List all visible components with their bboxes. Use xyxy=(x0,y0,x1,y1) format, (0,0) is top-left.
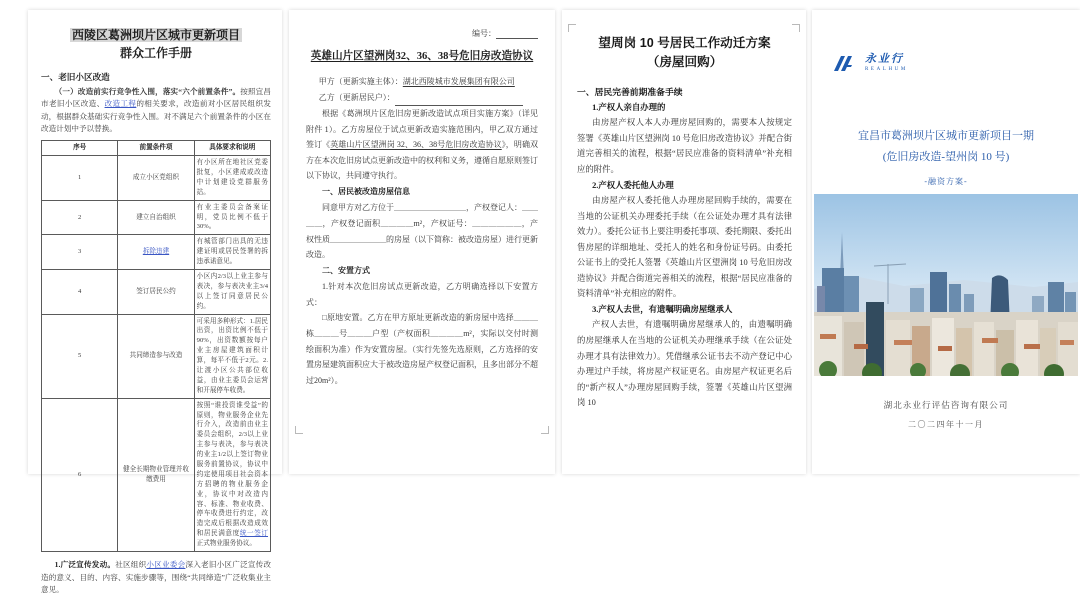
plan-sub3-body: 产权人去世，有遗嘱明确房屋继承人的，由遗嘱明确的房屋继承人在当地的公证机关办理继承手续（在公证处办理才具有法律效力）。凭借继承公证书去不动产登记中心办理过户手续，将房屋产权证更名。由房屋产权证更名后的“新产权人”办理房屋回购手续，签署《英雄山片区望洲岗 10 xyxy=(577,320,792,408)
party-a-line xyxy=(306,74,538,90)
manual-section-heading: 一、老旧小区改造 xyxy=(41,72,110,82)
plan-sub1-body: 由房屋产权人本人办理房屋回购的，需要本人按规定签署《英雄山片区望洲岗 10 号危旧房改造协议》并配合街道完善相关的流程，根据“居民应准备的资料清单”补充相应的附件。 xyxy=(577,118,792,174)
table-header-row xyxy=(42,141,271,156)
manual-intro-bold: （一）改造前实行竞争性入围，落实“六个前置条件”。 xyxy=(54,87,241,96)
party-a-value: 湖北西陵城市发展集团有限公司 xyxy=(402,77,515,86)
party-b-blank xyxy=(395,97,523,106)
row1-item: 成立小区党组织 xyxy=(118,156,194,201)
plan-sub3-heading: 3.产权人去世，有遗嘱明确房屋继承人 xyxy=(592,304,733,314)
manual-title-line2: 群众工作手册 xyxy=(119,46,192,60)
resettlement-option-paragraph: □原地安置。乙方在甲方原址更新改造的新房屋中选择＿＿＿栋＿＿＿号＿＿＿户型（产权面积＿＿＿＿m²，实际以交付时测绘面积为准）作为安置房屋。（实行先签先选原则，乙方选择的安置房屋建筑面积应大于被改造房屋产权登记面积，且多出部分不超过20m²）。 xyxy=(306,313,538,385)
plan-sub2-heading: 2.产权人委托他人办理 xyxy=(592,180,674,190)
plan-sub1-heading: 1.产权人亲自办理的 xyxy=(592,102,666,112)
cover-title-line1: 宜昌市葛洲坝片区城市更新项目一期 xyxy=(858,130,1034,142)
house-info-paragraph: 同意甲方对乙方位于＿＿＿＿＿＿＿＿＿，产权登记人：＿＿＿＿，产权登记面积＿＿＿＿m²，产权证号：＿＿＿＿＿＿，产权性质＿＿＿＿＿＿＿的房屋（以下简称：被改造房屋）进行更新改造。 xyxy=(306,203,538,260)
plan-title-line1: 望周岗 10 号居民工作动迁方案 xyxy=(598,36,771,50)
renovation-project-link[interactable]: 改造工程 xyxy=(104,99,137,109)
row6-desc-pre: 按照“谁投资谁受益”的原则，物业服务企业先行介入，改造前由业主委员会组织，2/3以上业主参与表决，参与表决的业主1/2以上签订物业服务前置协议，协议中约定使用项目社会资本方招聘的物业服务企业，协议中对改造内容、标准、物业收费、停车收费进行约定，改造完成后根据改造成效和居民满意度 xyxy=(196,401,268,538)
table-row xyxy=(42,156,271,201)
row1-seq: 1 xyxy=(42,156,118,201)
logo-text-block xyxy=(865,54,908,72)
row5-desc: 可采用多种形式：1.居民出资，出资比例不低于90%，出资数额按每户业主房屋建筑面积计算，每平不低于2元。2.让渡小区公共部位收益，由业主委员会运营和开展停车收费。 xyxy=(194,314,270,398)
row6-desc xyxy=(194,398,270,551)
row3-seq: 3 xyxy=(42,235,118,270)
col-header-item: 前置条件项 xyxy=(118,141,194,156)
preamble-post: 》，明确双方在本次危旧房试点更新改造中的权利和义务，遵循自愿原则签订以下协议，共同遵守执行。 xyxy=(306,140,539,181)
manual-footer-bold: 1.广泛宣传发动。 xyxy=(54,560,116,570)
manual-footer-paragraph xyxy=(41,559,271,597)
table-row xyxy=(42,398,271,551)
cover-title-line2: (危旧房改造-望州岗 10 号) xyxy=(882,151,1010,164)
row6-seq: 6 xyxy=(42,398,118,551)
table-row xyxy=(42,269,271,314)
manual-title-line1: 西陵区葛洲坝片区城市更新项目 xyxy=(71,28,240,42)
table-row xyxy=(42,314,271,398)
resettlement-choice-intro: 1.针对本次危旧房试点更新改造，乙方明确选择以下安置方式： xyxy=(306,282,538,307)
agreement-heading-1: 一、居民被改造房屋信息 xyxy=(322,186,410,196)
cover-title xyxy=(812,126,1080,169)
page-renovation-agreement xyxy=(289,10,555,474)
page-financing-cover xyxy=(812,10,1080,474)
col-header-desc: 具体要求和说明 xyxy=(194,141,270,156)
cover-company-name: 湖北永业行评估咨询有限公司 xyxy=(883,400,1009,410)
row5-seq: 5 xyxy=(42,314,118,398)
row2-seq: 2 xyxy=(42,200,118,235)
plan-sub2-body: 由房屋产权人委托他人办理房屋回购手续的，需要在当地的公证机关办理委托手续（在公证处办理才具有法律效力）。委托公证书上要注明委托事项、委托期限、委托出售房屋的详细地址、受托人的姓名和身份证号码。由委托公证书上的受托人签署《英雄山片区望洲岗 10 号危旧房改造协议》并配合街道完善相关的流程，根据“居民应准备的资料清单”补充相应的附件。 xyxy=(577,196,792,299)
plan-title xyxy=(577,34,792,72)
page-relocation-plan xyxy=(562,10,806,474)
plan-title-line2: （房屋回购） xyxy=(646,54,723,69)
preamble-agreement-name: 英雄山片区望洲岗 32、36、38号危旧房改造协议 xyxy=(330,140,502,150)
page-corner-mark xyxy=(568,24,576,32)
manual-intro-pre: 按照宜昌市老旧小区改造、 xyxy=(41,87,272,109)
preamble-pre: 根据《葛洲坝片区危旧房更新改造试点项目实施方案》（详见附件 1）。乙方房屋位于试点更新改造实施范围内，甲乙双方通过签订《 xyxy=(306,109,538,150)
agreement-number-line xyxy=(306,28,538,39)
row5-item: 共同缔造参与改造 xyxy=(118,314,194,398)
page-work-manual xyxy=(28,10,282,595)
manual-footer-pre: 社区组织 xyxy=(115,560,147,570)
manual-footer-post: 深入老旧小区广泛宣传改造的意义、目的、内容、实施步骤等，围绕“共同缔造”广泛收集业主意见。 xyxy=(41,560,272,595)
table-row xyxy=(42,200,271,235)
row6-desc-post: 正式物业服务协议。 xyxy=(196,540,256,548)
party-b-line xyxy=(306,90,538,106)
demolish-illegal-build-link[interactable]: 拆除违建 xyxy=(142,248,170,256)
row3-item xyxy=(118,235,194,270)
col-header-seq: 序号 xyxy=(42,141,118,156)
manual-title xyxy=(41,26,271,62)
page-corner-mark xyxy=(541,426,549,434)
party-a-label: 甲方（更新实施主体）： xyxy=(318,77,403,86)
manual-intro-post: 的相关要求，改造前对小区居民组织发动，根据群众基础实行竞争性入围。对不满足六个前置条件的小区在改造计划中予以替换。 xyxy=(41,99,272,133)
cover-date: 二〇二四年十一月 xyxy=(908,420,984,429)
agreement-number-label: 编号： xyxy=(472,29,496,38)
owners-committee-link[interactable]: 小区业委会 xyxy=(146,560,186,570)
unified-signing-link[interactable]: 统一签订 xyxy=(239,530,269,538)
row4-desc: 小区内2/3以上业主参与表决，参与表决业主3/4以上签订同意居民公约。 xyxy=(194,269,270,314)
city-skyline-image xyxy=(814,194,1078,376)
row2-desc: 有业主委员会备案证明，党员比例不低于30%。 xyxy=(194,200,270,235)
agreement-number-blank xyxy=(496,30,538,39)
plan-section-heading: 一、居民完善前期准备手续 xyxy=(577,86,683,97)
agreement-title: 英雄山片区望洲岗32、36、38号危旧房改造协议 xyxy=(310,51,534,62)
row4-item: 签订居民公约 xyxy=(118,269,194,314)
manual-intro-paragraph xyxy=(41,86,271,135)
yongyehang-logo-icon xyxy=(832,54,860,74)
agreement-heading-2: 二、安置方式 xyxy=(322,265,370,275)
row6-item: 健全长期物业管理并收缴费用 xyxy=(118,398,194,551)
row2-item: 建立自治组织 xyxy=(118,200,194,235)
company-logo xyxy=(832,54,908,74)
precondition-table xyxy=(41,140,271,552)
cover-subtitle: -融资方案- xyxy=(924,177,968,186)
party-b-label: 乙方（更新居民户）： xyxy=(318,93,395,102)
logo-english-name: REALHUM xyxy=(865,67,908,72)
agreement-preamble xyxy=(306,106,538,184)
row3-desc: 有城管部门出具的无违建证明或居民签署的拆违承诺意见。 xyxy=(194,235,270,270)
row4-seq: 4 xyxy=(42,269,118,314)
page-corner-mark xyxy=(792,24,800,32)
logo-chinese-name: 永业行 xyxy=(865,53,904,65)
page-corner-mark xyxy=(295,426,303,434)
table-row xyxy=(42,235,271,270)
row1-desc: 有小区所在地社区党委批复，小区建成或改造中计划建设党群服务站。 xyxy=(194,156,270,201)
